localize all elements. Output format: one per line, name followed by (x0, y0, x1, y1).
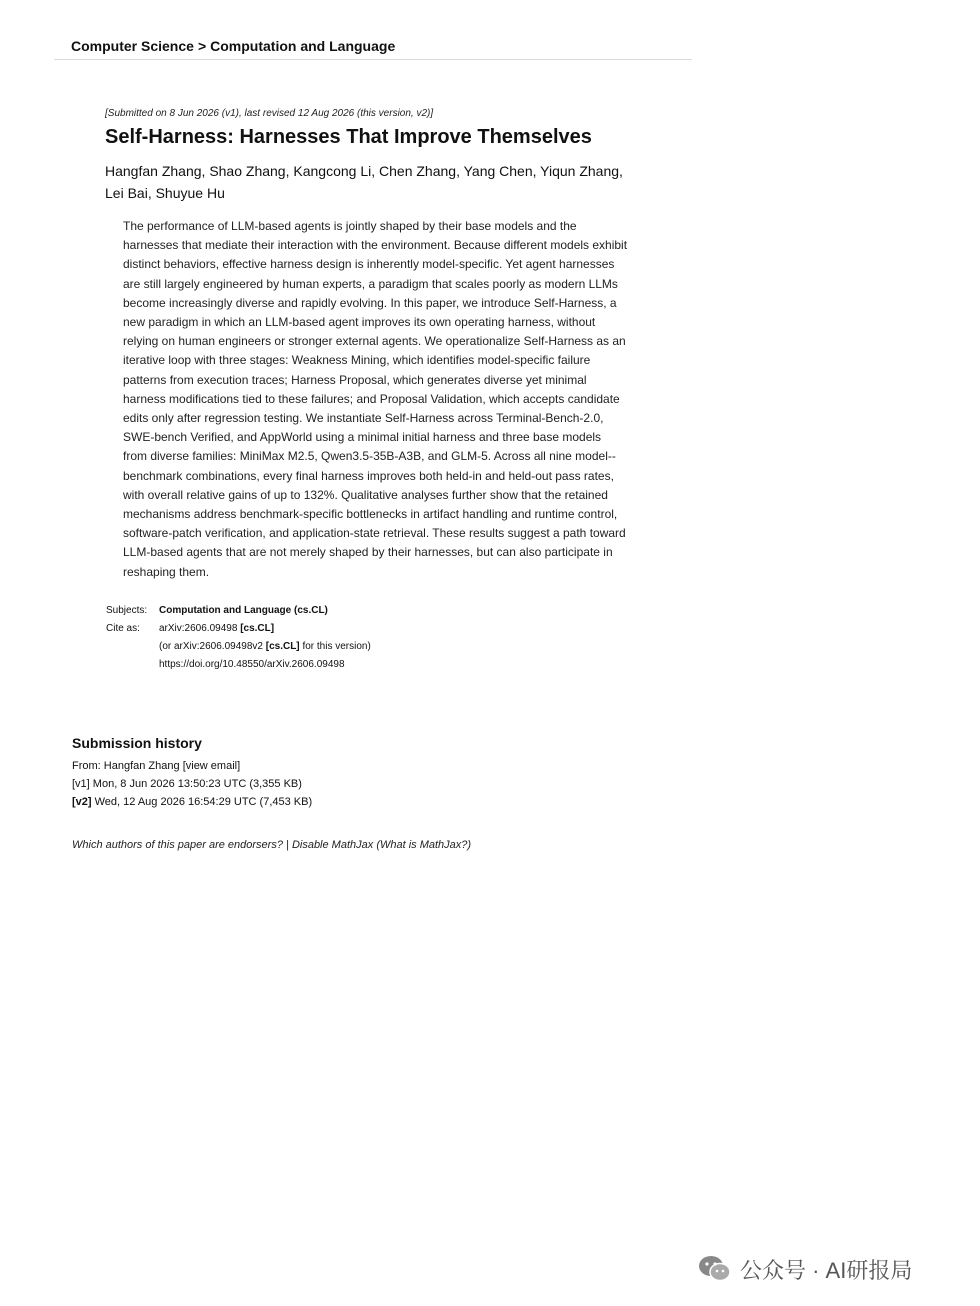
watermark-text: 公众号 · AI研报局 (740, 1257, 913, 1283)
subjects-value: Computation and Language (cs.CL) (159, 605, 328, 616)
what-is-mathjax-link[interactable]: (What is MathJax?) (376, 839, 472, 851)
author-link[interactable]: Shao Zhang (209, 163, 286, 179)
watermark (698, 1252, 912, 1286)
endorsers-link[interactable]: Which authors of this paper are endorsers? (72, 839, 283, 851)
history-from-row (72, 757, 312, 775)
header-bar (54, 30, 692, 60)
footer-links (72, 839, 471, 851)
history-v1-row (72, 775, 312, 793)
author-link[interactable]: Hangfan Zhang (105, 163, 202, 179)
cite-label: Cite as: (106, 623, 140, 634)
breadcrumb (71, 38, 395, 54)
v2-tag: [v2] (72, 796, 92, 808)
cite-alt-value (159, 638, 371, 656)
author-link[interactable]: Kangcong Li (293, 163, 372, 179)
submission-history (72, 757, 312, 811)
submission-dateline: [Submitted on 8 Jun 2026 (v1), last revised 12 Aug 2026 (this version, v2)] (105, 108, 434, 119)
abstract-text: The performance of LLM-based agents is jointly shaped by their base models and the harnesses that mediate their interaction with the environment. Because different models exhibit distinct behaviors, effective harness design is inherently model-specific. Yet agent harnesses are still largely engineered by human experts, a paradigm that scales poorly as modern LLMs become increasingly diverse and rapidly evolving. In this paper, we introduce Self-Harness, a new paradigm in which an LLM-based agent improves its own operating harness, without relying on human engineers or stronger external agents. We operationalize Self-Harness as an iterative loop with three stages: Weakness Mining, which identifies model-specific failure patterns from execution traces; Harness Proposal, which generates diverse yet minimal harness modifications tied to these failures; and Proposal Validation, which accepts candidate edits only after regression testing. We instantiate Self-Harness across Terminal-Bench-2.0, SWE-bench Verified, and AppWorld using a minimal initial harness and three base models from diverse families: MiniMax M2.5, Qwen3.5-35B-A3B, and GLM-5. Across all nine model--benchmark combinations, every final harness improves both held-in and held-out pass rates, with overall relative gains of up to 132%. Qualitative analyses further show that the retained mechanisms address benchmark-specific bottlenecks in artifact handling and runtime control, software-patch verification, and application-state retrieval. These results suggest a path toward LLM-based agents that are not merely shaped by their harnesses, but can also participate in reshaping them. (123, 219, 628, 579)
footer-divider: | (286, 839, 289, 851)
view-email-link[interactable]: [view email] (182, 760, 241, 772)
cite-alt-suffix: for this version) (302, 641, 371, 652)
breadcrumb-separator: > (197, 38, 207, 54)
breadcrumb-current-link[interactable]: Computation and Language (210, 38, 396, 54)
cite-value (159, 620, 274, 638)
author-link[interactable]: Yiqun Zhang (540, 163, 620, 179)
wechat-icon (698, 1254, 732, 1284)
submission-history-heading: Submission history (72, 735, 202, 751)
doi-link[interactable]: https://doi.org/10.48550/arXiv.2606.09498 (159, 659, 345, 670)
author-link[interactable]: Shuyue Hu (155, 185, 225, 201)
cite-category: [cs.CL] (240, 623, 275, 634)
history-from-text: From: Hangfan Zhang (72, 760, 180, 772)
cite-alt-link[interactable]: (or arXiv:2606.09498v2 (159, 641, 263, 652)
paper-title: Self-Harness: Harnesses That Improve Themselves (105, 126, 592, 148)
author-link[interactable]: Chen Zhang (379, 163, 457, 179)
v2-details: Wed, 12 Aug 2026 16:54:29 UTC (7,453 KB) (94, 796, 313, 808)
author-link[interactable]: Lei Bai (105, 185, 148, 201)
disable-mathjax-link[interactable]: Disable MathJax (291, 839, 374, 851)
v1-details: Mon, 8 Jun 2026 13:50:23 UTC (3,355 KB) (92, 778, 302, 790)
breadcrumb-root-link[interactable]: Computer Science (71, 38, 194, 54)
cite-id-link[interactable]: arXiv:2606.09498 (159, 623, 238, 634)
v1-link[interactable]: [v1] (72, 778, 90, 790)
author-list: Hangfan Zhang, Shao Zhang, Kangcong Li, Chen Zhang, Yang Chen, Yiqun Zhang, Lei Bai, Shuyue Hu (105, 163, 623, 201)
author-link[interactable]: Yang Chen (463, 163, 533, 179)
history-v2-row (72, 793, 312, 811)
subjects-label: Subjects: (106, 605, 148, 616)
cite-alt-category: [cs.CL] (265, 641, 300, 652)
